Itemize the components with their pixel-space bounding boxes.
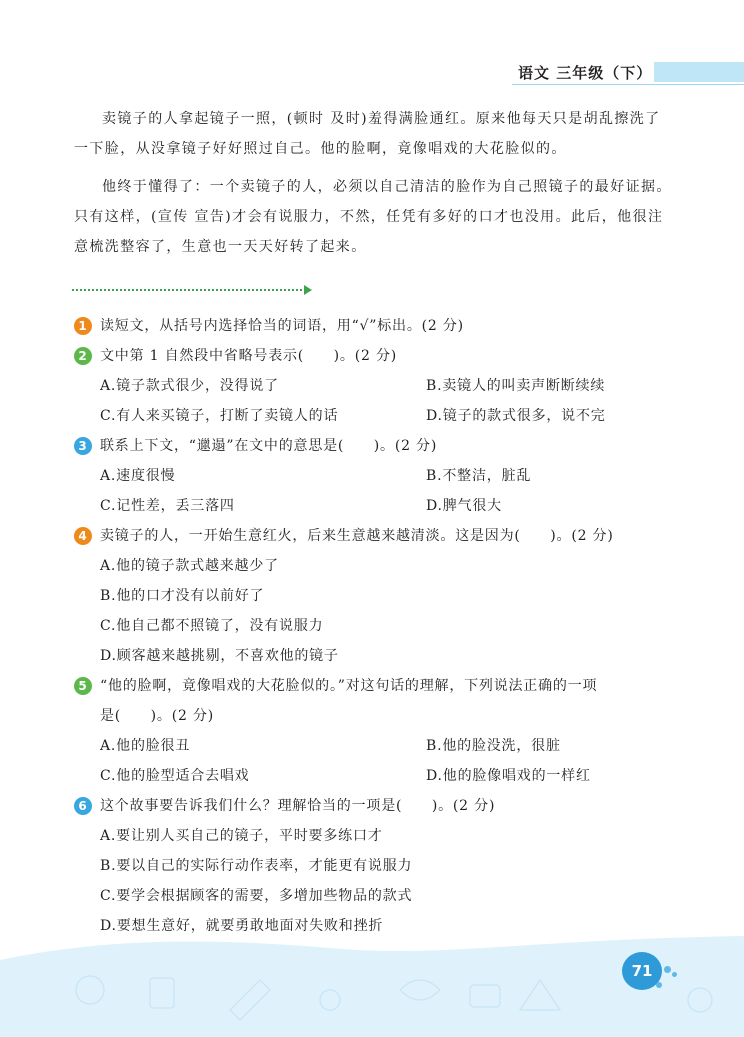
decorative-dot [672, 972, 677, 977]
option-b[interactable]: B.他的脸没洗，很脏 [426, 738, 561, 754]
question-4 [74, 521, 684, 551]
option-c[interactable]: C.记性差，丢三落四 [100, 498, 235, 514]
option-row [74, 731, 684, 761]
option-d[interactable]: D.顾客越来越挑剔，不喜欢他的镜子 [100, 648, 339, 664]
question-text: 卖镜子的人，一开始生意红火，后来生意越来越清淡。这是因为( )。(2 分) [100, 528, 614, 544]
option-row [74, 401, 684, 431]
header-rule [512, 84, 744, 85]
question-2 [74, 341, 684, 371]
question-number-badge: 1 [74, 317, 92, 335]
question-text-continued: 是( )。(2 分) [100, 708, 215, 724]
decorative-dot [664, 966, 671, 973]
option-c[interactable]: C.要学会根据顾客的需要，多增加些物品的款式 [100, 888, 413, 904]
passage-paragraph-1: 卖镜子的人拿起镜子一照，(顿时 及时)羞得满脸通红。原来他每天只是胡乱擦洗了一下脸，从没拿镜子好好照过自己。他的脸啊，竟像唱戏的大花脸似的。 [74, 111, 661, 157]
option-row [74, 461, 684, 491]
passage-paragraph-2: 他终于懂得了：一个卖镜子的人，必须以自己清洁的脸作为自己照镜子的最好证据。只有这样，(宣传 宣告)才会有说服力，不然，任凭有多好的口才也没用。此后，他很注意梳洗整容了，生意也一天天好转了起来。 [74, 179, 672, 255]
header-color-bar [654, 62, 744, 82]
option-d[interactable]: D.脾气很大 [426, 498, 502, 514]
option-c[interactable]: C.有人来买镜子，打断了卖镜人的话 [100, 408, 339, 424]
option-c[interactable]: C.他自己都不照镜了，没有说服力 [100, 618, 324, 634]
option-a[interactable]: A.速度很慢 [100, 468, 176, 484]
question-number-badge: 2 [74, 347, 92, 365]
question-number-badge: 3 [74, 437, 92, 455]
option-row [74, 491, 684, 521]
option-a[interactable]: A.他的镜子款式越来越少了 [100, 558, 279, 574]
option-a[interactable]: A.要让别人买自己的镜子，平时要多练口才 [100, 828, 383, 844]
option-d[interactable]: D.要想生意好，就要勇敢地面对失败和挫折 [100, 918, 384, 934]
subject-grade-label: 语文 三年级（下） [518, 64, 653, 82]
divider-arrow-icon [304, 285, 312, 295]
question-number-badge: 5 [74, 677, 92, 695]
question-5 [74, 671, 684, 701]
question-text: 联系上下文，“邋遢”在文中的意思是( )。(2 分) [100, 438, 438, 454]
decorative-dot [656, 982, 662, 988]
reading-passage [74, 104, 674, 270]
question-3 [74, 431, 684, 461]
question-number-badge: 6 [74, 797, 92, 815]
question-text: 读短文，从括号内选择恰当的词语，用“√”标出。(2 分) [100, 318, 464, 334]
section-divider [72, 289, 306, 291]
option-d[interactable]: D.镜子的款式很多，说不完 [426, 408, 606, 424]
option-row [74, 371, 684, 401]
question-list [74, 311, 684, 941]
option-b[interactable]: B.他的口才没有以前好了 [100, 588, 265, 604]
option-a[interactable]: A.镜子款式很少，没得说了 [100, 378, 279, 394]
question-6 [74, 791, 684, 821]
question-text: “他的脸啊，竟像唱戏的大花脸似的。”对这句话的理解，下列说法正确的一项 [100, 678, 598, 694]
question-text: 这个故事要告诉我们什么？理解恰当的一项是( )。(2 分) [100, 798, 496, 814]
option-c[interactable]: C.他的脸型适合去唱戏 [100, 768, 250, 784]
option-b[interactable]: B.不整洁，脏乱 [426, 468, 532, 484]
question-1 [74, 311, 684, 341]
option-a[interactable]: A.他的脸很丑 [100, 738, 191, 754]
option-row [74, 761, 684, 791]
option-b[interactable]: B.卖镜人的叫卖声断断续续 [426, 378, 606, 394]
question-number-badge: 4 [74, 527, 92, 545]
page-number-badge: 71 [622, 952, 662, 990]
option-b[interactable]: B.要以自己的实际行动作表率，才能更有说服力 [100, 858, 413, 874]
option-d[interactable]: D.他的脸像唱戏的一样红 [426, 768, 591, 784]
question-text: 文中第 1 自然段中省略号表示( )。(2 分) [100, 348, 398, 364]
